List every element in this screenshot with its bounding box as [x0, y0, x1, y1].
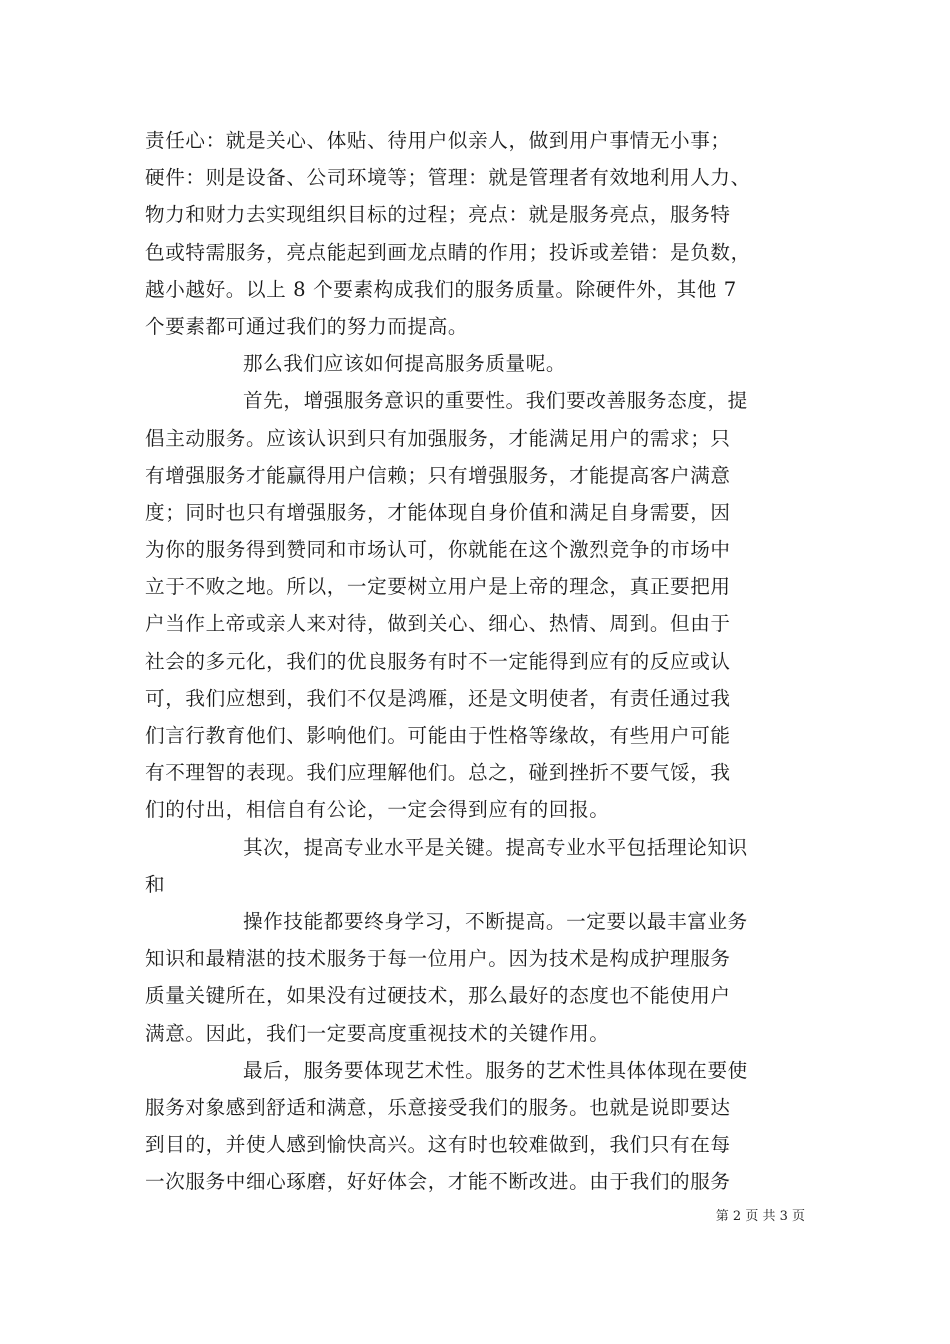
text-line: 知识和最精湛的技术服务于每一位用户。因为技术是构成护理服务 — [145, 947, 731, 971]
text-line: 一次服务中细心琢磨，好好体会，才能不断改进。由于我们的服务 — [145, 1170, 731, 1194]
text-line: 到目的，并使人感到愉快高兴。这有时也较难做到，我们只有在每 — [145, 1133, 731, 1157]
text-line: 质量关键所在，如果没有过硬技术，那么最好的态度也不能使用户 — [145, 984, 731, 1008]
text-line: 社会的多元化，我们的优良服务有时不一定能得到应有的反应或认 — [145, 649, 731, 673]
text-line: 们的付出，相信自有公论，一定会得到应有的回报。 — [145, 798, 610, 822]
text-line: 可，我们应想到，我们不仅是鸿雁，还是文明使者，有责任通过我 — [145, 686, 731, 710]
text-line: 立于不败之地。所以，一定要树立用户是上帝的理念，真正要把用 — [145, 575, 731, 599]
text-line: 满意。因此，我们一定要高度重视技术的关键作用。 — [145, 1021, 610, 1045]
text-line: 色或特需服务，亮点能起到画龙点睛的作用；投诉或差错：是负数， — [145, 240, 751, 264]
text-line: 越小越好。以上 8 个要素构成我们的服务质量。除硬件外，其他 7 — [145, 277, 737, 301]
text-line: 们言行教育他们、影响他们。可能由于性格等缘故，有些用户可能 — [145, 724, 731, 747]
text-line: 操作技能都要终身学习，不断提高。一定要以最丰富业务 — [243, 909, 748, 933]
text-line: 责任心：就是关心、体贴、待用户似亲人，做到用户事情无小事； — [145, 129, 731, 152]
text-line: 度；同时也只有增强服务，才能体现自身价值和满足自身需要，因 — [145, 500, 731, 524]
page-number: 第 2 页 共 3 页 — [715, 1209, 805, 1224]
text-line: 其次，提高专业水平是关键。提高专业水平包括理论知识 — [243, 835, 748, 859]
text-line: 有增强服务才能赢得用户信赖；只有增强服务，才能提高客户满意 — [145, 463, 731, 487]
text-line: 个要素都可通过我们的努力而提高。 — [145, 314, 469, 338]
text-line: 服务对象感到舒适和满意，乐意接受我们的服务。也就是说即要达 — [145, 1095, 731, 1119]
text-line: 为你的服务得到赞同和市场认可，你就能在这个激烈竞争的市场中 — [145, 538, 731, 562]
text-line: 最后，服务要体现艺术性。服务的艺术性具体体现在要使 — [243, 1058, 748, 1082]
body-text — [145, 122, 813, 1200]
text-line: 有不理智的表现。我们应理解他们。总之，碰到挫折不要气馁，我 — [145, 761, 731, 785]
text-line: 物力和财力去实现组织目标的过程；亮点：就是服务亮点，服务特 — [145, 203, 731, 227]
text-line: 户当作上帝或亲人来对待，做到关心、细心、热情、周到。但由于 — [145, 612, 731, 636]
text-line: 首先，增强服务意识的重要性。我们要改善服务态度，提 — [243, 389, 748, 413]
text-line: 硬件：则是设备、公司环境等；管理：就是管理者有效地利用人力、 — [145, 166, 751, 190]
text-line: 和 — [145, 872, 166, 896]
text-line: 那么我们应该如何提高服务质量呢。 — [243, 352, 567, 376]
text-line: 倡主动服务。应该认识到只有加强服务，才能满足用户的需求；只 — [145, 426, 731, 450]
